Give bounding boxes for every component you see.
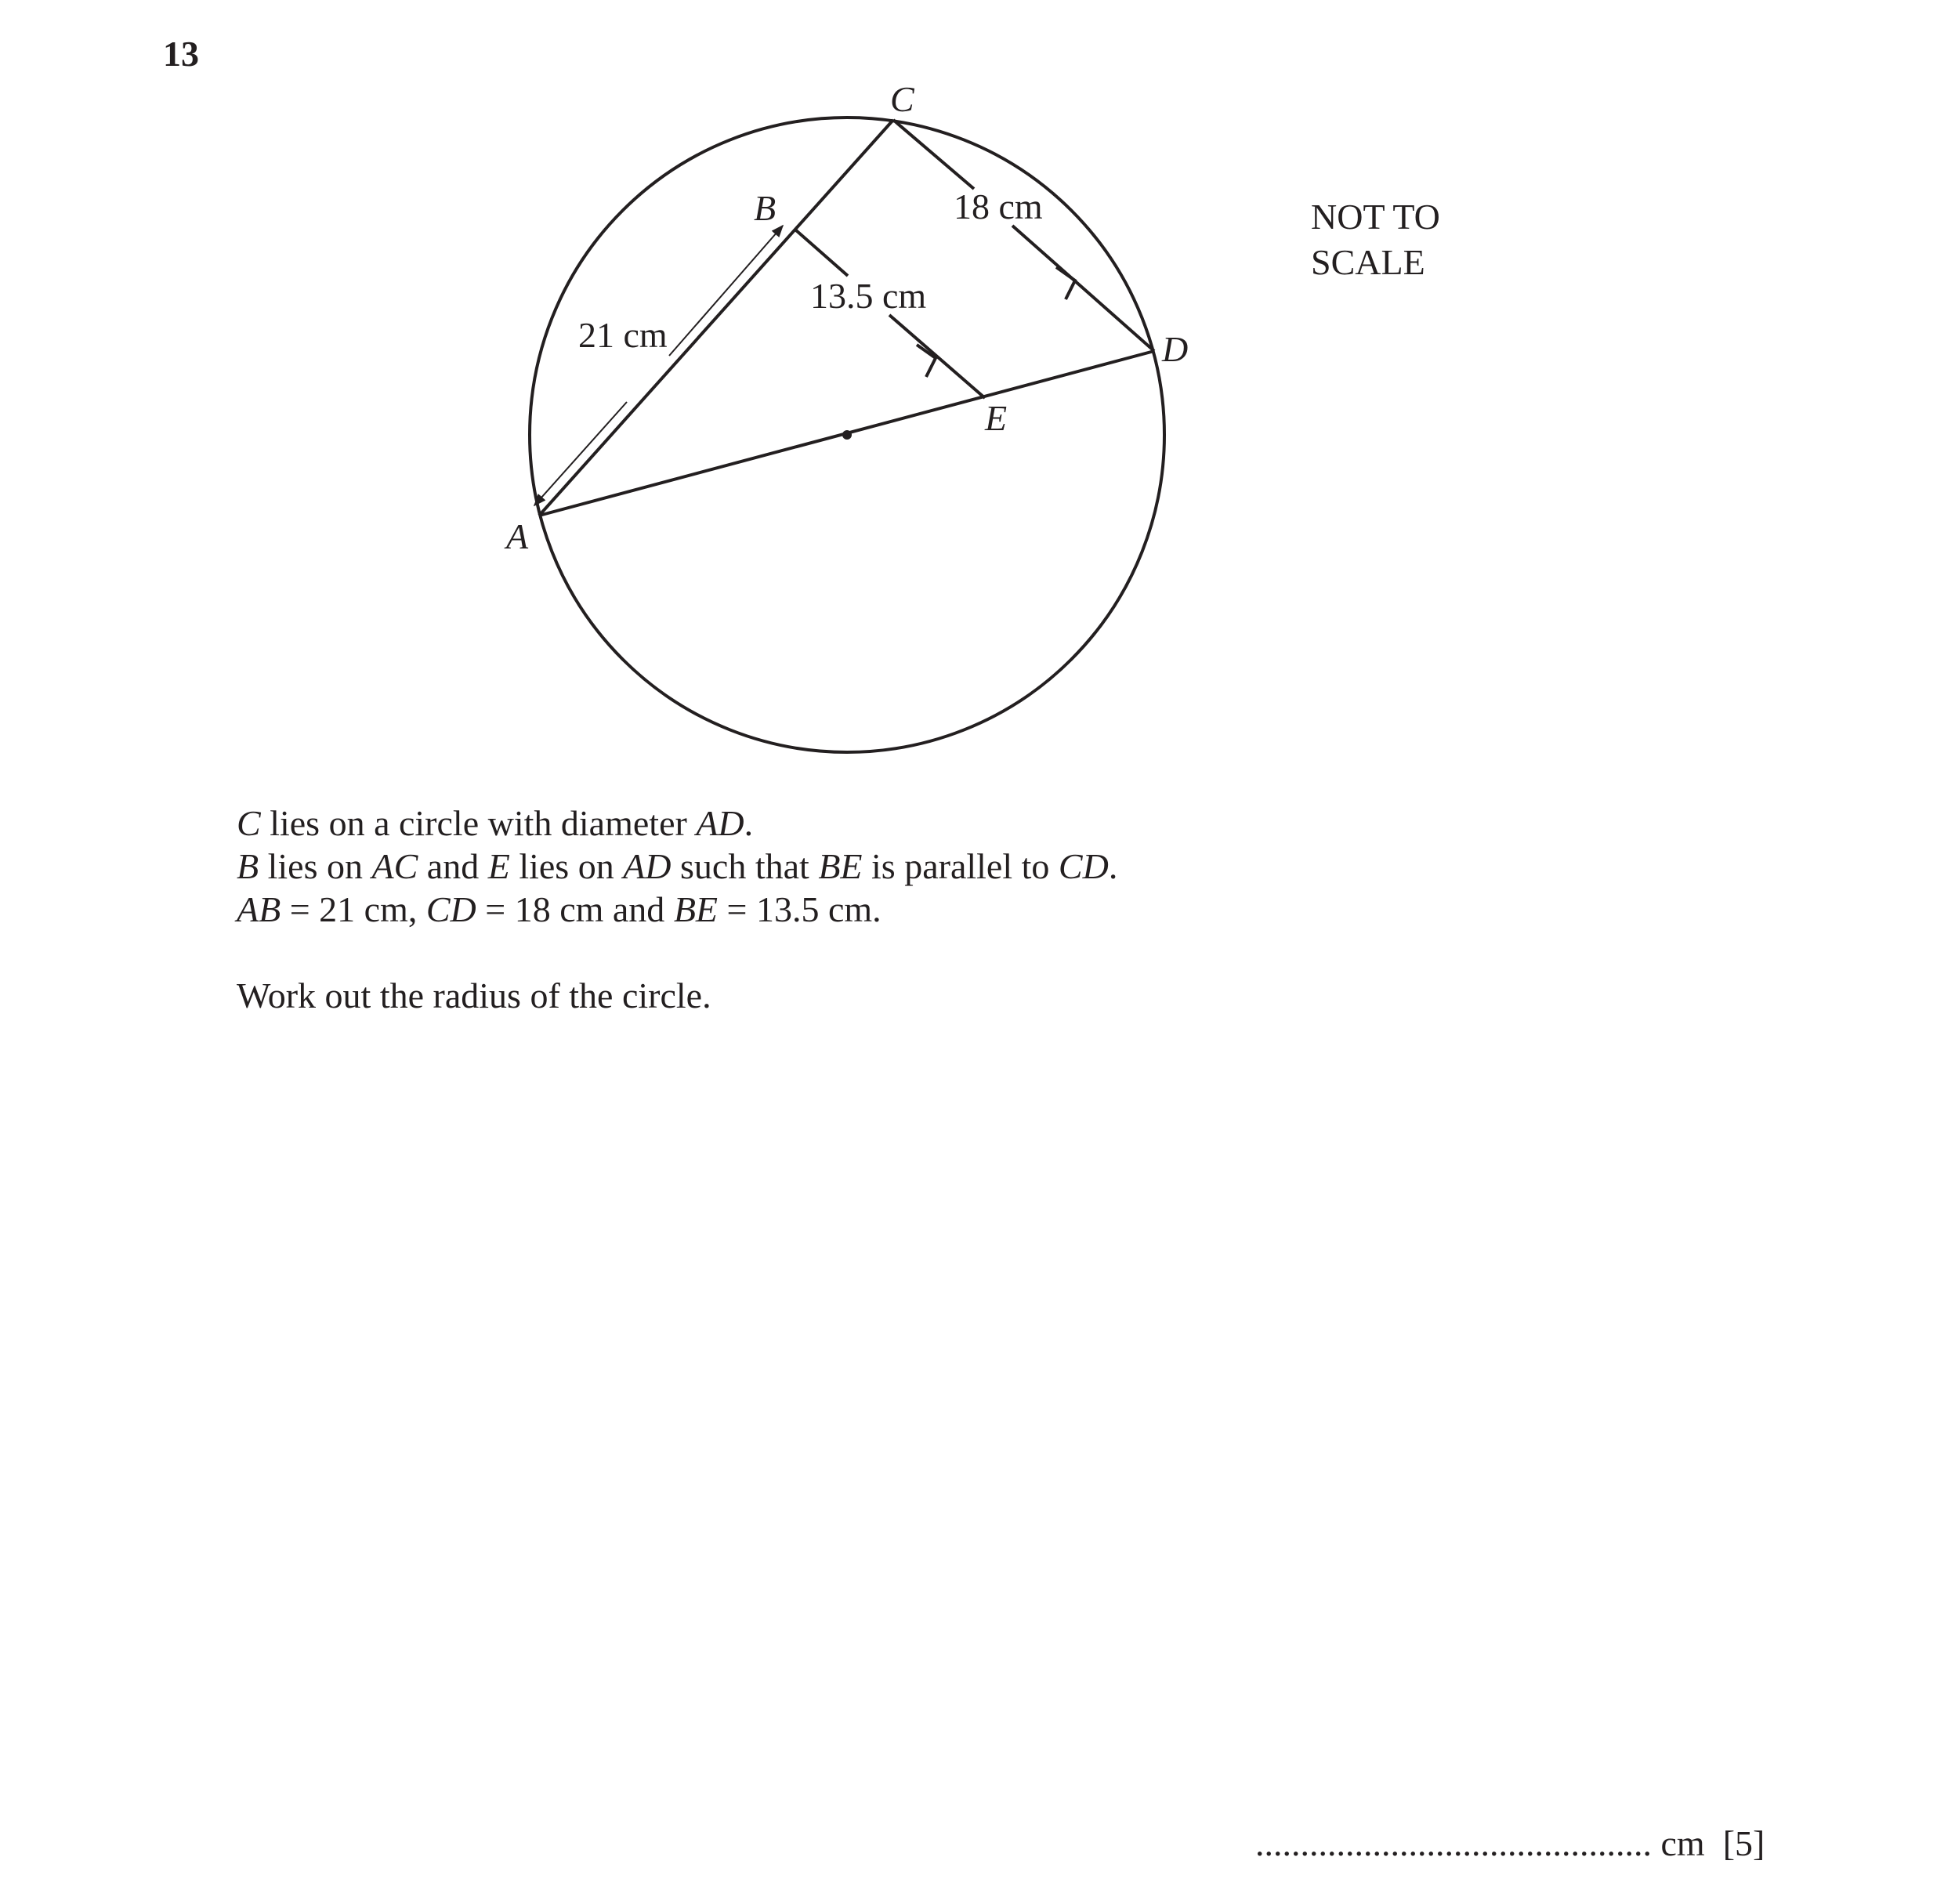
statement-text: and (418, 846, 488, 886)
math-symbol: CD (425, 889, 476, 929)
statement-text: lies on (509, 846, 624, 886)
statement-line-3 (237, 888, 1117, 931)
statement-text: lies on a circle with diameter (260, 803, 697, 843)
segment-cd-lower (1012, 226, 1154, 351)
segment-be-lower (889, 315, 985, 398)
statement-text: such that (671, 846, 819, 886)
point-label-c: C (890, 79, 914, 119)
statement-text: . (1108, 846, 1118, 886)
answer-dots: ............................................ (1255, 1823, 1652, 1863)
point-label-e: E (985, 398, 1008, 438)
not-to-scale-note (1311, 194, 1440, 285)
statement-line-2 (237, 845, 1117, 888)
not-to-scale-line-2: SCALE (1311, 242, 1425, 282)
point-label-a: A (506, 516, 529, 556)
instruction-text: Work out the radius of the circle. (237, 976, 711, 1015)
parallel-arrow-be (917, 345, 936, 377)
math-symbol: AC (371, 846, 418, 886)
statement-text: = 13.5 cm. (718, 889, 881, 929)
math-symbol: CD (1058, 846, 1109, 886)
answer-line (1255, 1823, 1765, 1863)
math-symbol: E (487, 846, 510, 886)
statement-text: is parallel to (862, 846, 1059, 886)
statement-text: = 18 cm and (476, 889, 674, 929)
answer-unit: cm (1660, 1823, 1705, 1863)
math-symbol: BE (673, 889, 719, 929)
segment-be-upper (796, 230, 848, 276)
math-symbol: AD (696, 803, 744, 843)
length-label-be: 13.5 cm (810, 276, 927, 316)
length-label-cd: 18 cm (954, 186, 1043, 226)
statement-text: lies on (259, 846, 372, 886)
math-symbol: AB (237, 889, 281, 929)
math-symbol: C (237, 803, 261, 843)
length-label-ab: 21 cm (578, 315, 668, 355)
point-label-b: B (754, 188, 777, 228)
math-symbol: AD (623, 846, 672, 886)
question-number: 13 (163, 34, 199, 74)
math-symbol: BE (818, 846, 863, 886)
not-to-scale-line-1: NOT TO (1311, 197, 1440, 237)
question-text (237, 802, 1117, 1017)
marks-label: [5] (1722, 1823, 1765, 1863)
parallel-arrow-cd (1056, 267, 1075, 299)
circle-diagram (0, 0, 1944, 784)
dimension-arrow-ab-upper (669, 226, 783, 356)
dimension-arrow-ab-lower (534, 402, 627, 505)
math-symbol: B (237, 846, 259, 886)
statement-text: . (744, 803, 754, 843)
statement-text: = 21 cm, (281, 889, 426, 929)
point-label-d: D (1162, 329, 1189, 369)
statement-line-1 (237, 802, 1117, 845)
diameter-ad (539, 351, 1154, 516)
